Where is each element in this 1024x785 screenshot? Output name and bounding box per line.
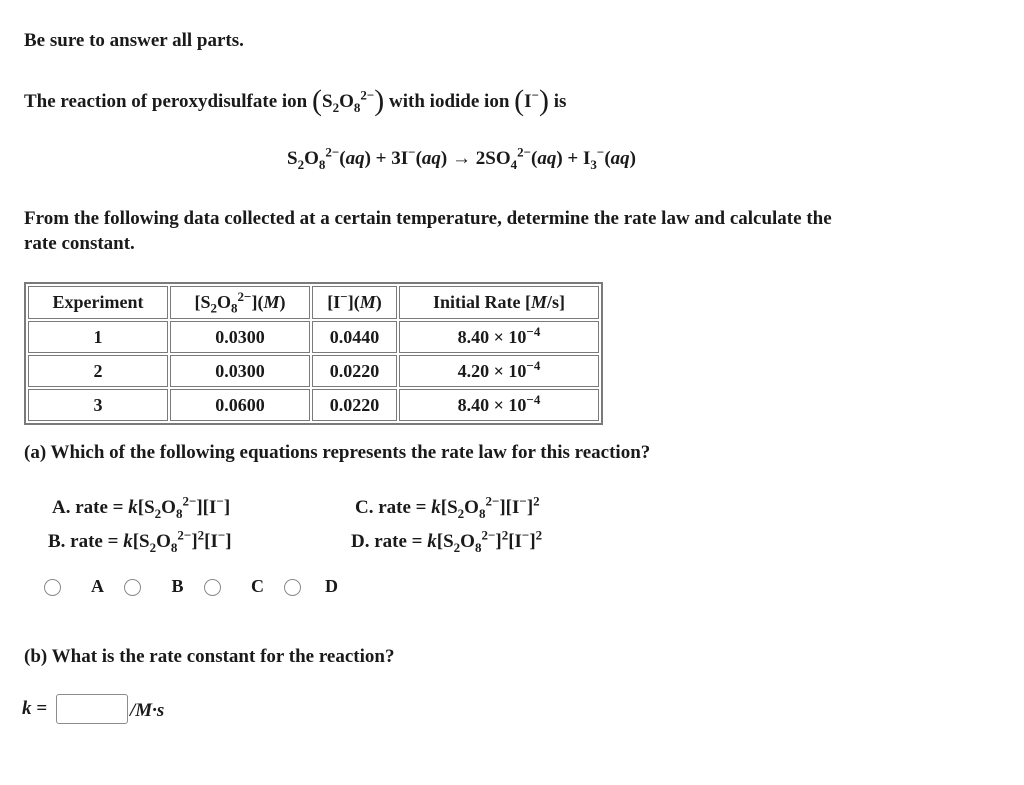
radio-c[interactable] <box>204 579 221 596</box>
table-row <box>28 355 599 387</box>
rate-constant-input[interactable] <box>56 694 128 724</box>
prompt-line-2: rate constant. <box>24 233 135 254</box>
option-c-equation: C. rate = $k[S_2O_8^{2-}][I^-]^2$ <box>355 493 540 521</box>
answer-choices <box>44 576 354 597</box>
part-a-question: (a) Which of the following equations represents the rate law for this reaction? <box>24 442 651 463</box>
reaction-equation: $S_2O_8^{2-}(aq) + 3I^-(aq) \to 2SO_4^{2-}(aq) + I_3^-(aq)$ <box>287 144 636 172</box>
header-experiment: Experiment <box>28 286 168 319</box>
choice-label-a[interactable]: A <box>91 576 104 596</box>
table-row <box>28 321 599 353</box>
cell-iodide: 0.0440 <box>312 321 397 353</box>
cell-iodide: 0.0220 <box>312 355 397 387</box>
table-header-row <box>28 286 599 319</box>
choice-label-d[interactable]: D <box>325 576 338 596</box>
option-d-equation: D. rate = $k[S_2O_8^{2-}]^2[I^-]^2$ <box>351 527 543 555</box>
intro-text-1: The reaction of peroxydisulfate ion <box>24 91 308 112</box>
header-s2o8: $[S_2O_8^{2-}](M)$ <box>170 286 310 319</box>
radio-b[interactable] <box>124 579 141 596</box>
option-a-equation: A. rate = $k[S_2O_8^{2-}][I^-]$ <box>52 493 231 521</box>
cell-s2o8: 0.0300 <box>170 321 310 353</box>
table-row <box>28 389 599 421</box>
intro-sentence: The reaction of peroxydisulfate ion $(S_2O_8^{2-})$ with iodide ion (I−) is <box>24 84 567 117</box>
cell-s2o8: 0.0300 <box>170 355 310 387</box>
k-unit: /M·s <box>130 700 165 721</box>
intro-text-2: with iodide ion <box>389 91 510 112</box>
choice-label-c[interactable]: C <box>251 576 264 596</box>
cell-experiment: 2 <box>28 355 168 387</box>
cell-s2o8: 0.0600 <box>170 389 310 421</box>
prompt-line-1: From the following data collected at a certain temperature, determine the rate law and calculate the <box>24 208 832 229</box>
cell-iodide: 0.0220 <box>312 389 397 421</box>
option-b-equation: B. rate = $k[S_2O_8^{2-}]^2[I^-]$ <box>48 527 232 555</box>
cell-rate: $8.40 \times 10^{-4}$ <box>399 321 599 353</box>
part-b-question: (b) What is the rate constant for the reaction? <box>24 646 395 667</box>
data-table <box>24 282 603 425</box>
header-iodide: [I−](M) <box>312 286 397 319</box>
cell-rate: $4.20 \times 10^{-4}$ <box>399 355 599 387</box>
cell-rate: $8.40 \times 10^{-4}$ <box>399 389 599 421</box>
radio-d[interactable] <box>284 579 301 596</box>
intro-text-3: is <box>553 91 567 112</box>
cell-experiment: 1 <box>28 321 168 353</box>
k-label: k = <box>22 698 48 719</box>
radio-a[interactable] <box>44 579 61 596</box>
cell-experiment: 3 <box>28 389 168 421</box>
header-rate: Initial Rate [M/s] <box>399 286 599 319</box>
instruction: Be sure to answer all parts. <box>24 30 244 51</box>
choice-label-b[interactable]: B <box>171 576 184 596</box>
